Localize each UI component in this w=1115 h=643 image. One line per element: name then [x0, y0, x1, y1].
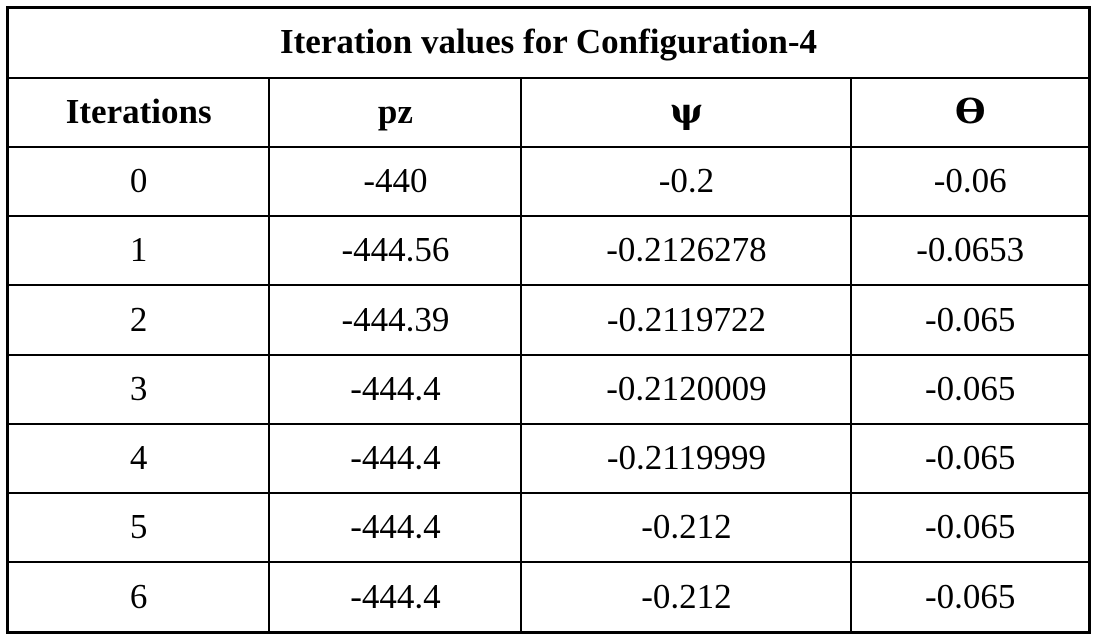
cell-iterations: 0: [8, 147, 270, 216]
column-header-iterations: Iterations: [8, 78, 270, 147]
iteration-values-table: [6, 6, 1091, 634]
cell-theta: -0.065: [851, 424, 1089, 493]
cell-psi: -0.2120009: [521, 355, 851, 424]
table-row: [8, 216, 1090, 285]
cell-pz: -444.4: [269, 424, 521, 493]
cell-psi: -0.212: [521, 562, 851, 632]
cell-iterations: 2: [8, 285, 270, 354]
table-row: [8, 424, 1090, 493]
cell-theta: -0.065: [851, 562, 1089, 632]
cell-theta: -0.0653: [851, 216, 1089, 285]
cell-psi: -0.212: [521, 493, 851, 562]
table-row: [8, 147, 1090, 216]
column-header-pz: pz: [269, 78, 521, 147]
cell-pz: -444.4: [269, 562, 521, 632]
cell-psi: -0.2: [521, 147, 851, 216]
cell-psi: -0.2119722: [521, 285, 851, 354]
cell-theta: -0.065: [851, 355, 1089, 424]
cell-iterations: 5: [8, 493, 270, 562]
column-header-psi: ψ: [521, 78, 851, 147]
table-row: [8, 285, 1090, 354]
table-header-row: [8, 78, 1090, 147]
table-caption: Iteration values for Configuration-4: [8, 8, 1090, 78]
table-row: [8, 355, 1090, 424]
table-row: [8, 493, 1090, 562]
cell-iterations: 4: [8, 424, 270, 493]
cell-pz: -440: [269, 147, 521, 216]
cell-iterations: 1: [8, 216, 270, 285]
cell-theta: -0.065: [851, 493, 1089, 562]
cell-psi: -0.2119999: [521, 424, 851, 493]
cell-pz: -444.56: [269, 216, 521, 285]
column-header-theta: Ɵ: [851, 78, 1089, 147]
cell-theta: -0.06: [851, 147, 1089, 216]
table-row: [8, 562, 1090, 632]
cell-pz: -444.39: [269, 285, 521, 354]
cell-psi: -0.2126278: [521, 216, 851, 285]
cell-pz: -444.4: [269, 493, 521, 562]
cell-iterations: 3: [8, 355, 270, 424]
cell-iterations: 6: [8, 562, 270, 632]
cell-pz: -444.4: [269, 355, 521, 424]
cell-theta: -0.065: [851, 285, 1089, 354]
table-caption-row: [8, 8, 1090, 78]
